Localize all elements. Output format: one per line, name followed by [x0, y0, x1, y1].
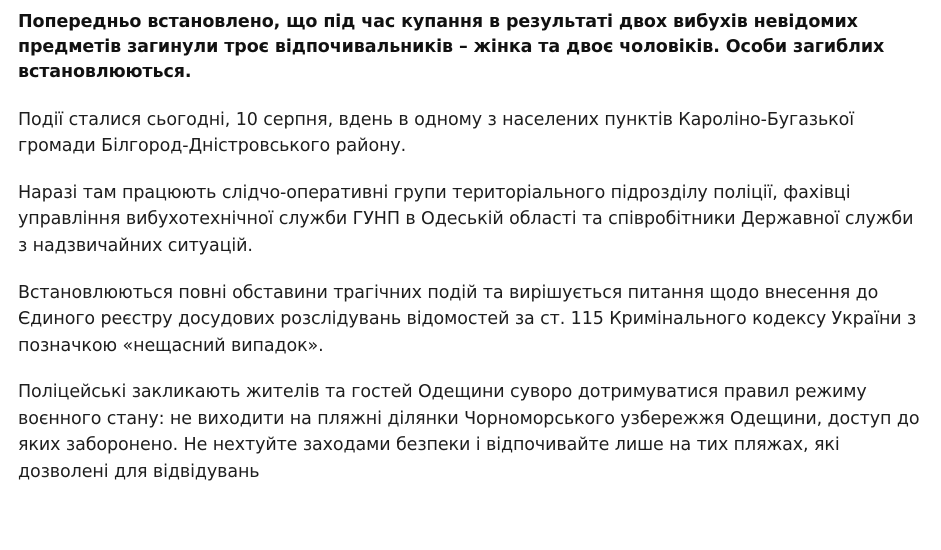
article-lead-paragraph: Попередньо встановлено, що під час купання в результаті двох вибухів невідомих предметів загинули троє відпочивальників – жінка та двоє чоловіків. Особи загиблих встановлюються. — [18, 12, 885, 82]
article-paragraph-3: Встановлюються повні обставини трагічних подій та вирішується питання щодо внесення до Єдиного реєстру досудових розслідувань відомостей за ст. 115 Кримінального кодексу України з позначкою «нещасний випадок». — [18, 282, 917, 356]
article-paragraph-1: Події сталися сьогодні, 10 серпня, вдень в одному з населених пунктів Кароліно-Бугазької громади Білгород-Дністровського району. — [18, 109, 855, 157]
article-paragraph-4: Поліцейські закликають жителів та гостей Одещини суворо дотримуватися правил режиму воєнного стану: не виходити на пляжні ділянки Чорноморського узбережжя Одещини, доступ до яких заборонено. Не нехтуйте заходами безпеки і відпочивайте лише на тих пляжах, які дозволені для відвідувань — [18, 382, 920, 483]
article-paragraph-2: Наразі там працюють слідчо-оперативні групи територіального підрозділу поліції, фахівці управління вибухотехнічної служби ГУНП в Одеській області та співробітники Державної служби з надзвичайних ситуацій. — [18, 182, 914, 256]
